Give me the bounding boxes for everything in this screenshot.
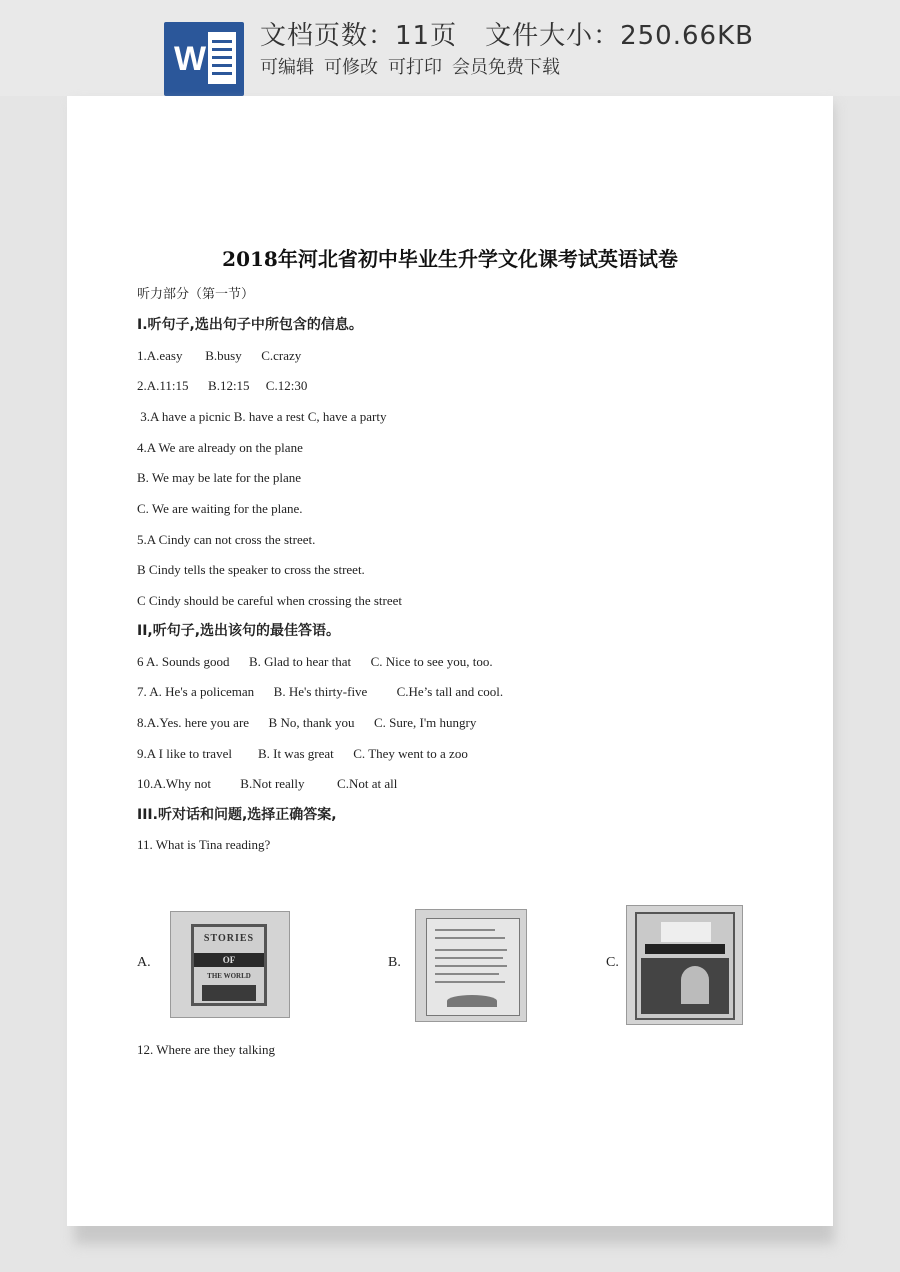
section-heading: 听力部分（第一节） [137, 287, 255, 302]
document-page [67, 96, 833, 1226]
part3-heading: III.听对话和问题,选择正确答案, [137, 807, 337, 823]
part1-heading: I.听句子,选出句子中所包含的信息。 [137, 317, 363, 333]
question-3: 3.A have a picnic B. have a rest C, have a party [137, 409, 387, 424]
option-b-label: B. [388, 955, 401, 970]
question-1: 1.A.easy B.busy C.crazy [137, 348, 302, 363]
book-cover-image-a [170, 911, 290, 1018]
question-7: 7. A. He's a policeman B. He's thirty-five C.He’s tall and cool. [137, 684, 504, 699]
question-4-option-a: 4.A We are already on the plane [137, 440, 303, 455]
book-title-line3: THE WORLD [207, 972, 251, 980]
feature-editable: 可编辑 [260, 57, 314, 78]
feature-list [260, 56, 570, 80]
download-banner [0, 0, 900, 96]
feature-printable: 可打印 [388, 57, 442, 78]
question-10: 10.A.Why not B.Not really C.Not at all [137, 776, 398, 791]
question-5-option-a: 5.A Cindy can not cross the street. [137, 532, 316, 547]
question-2: 2.A.11:15 B.12:15 C.12:30 [137, 378, 308, 393]
question-9: 9.A I like to travel B. It was great C. They went to a zoo [137, 746, 468, 761]
scroll-page-image-b [415, 909, 527, 1022]
option-a-label: A. [137, 955, 151, 970]
question-5-option-b: B Cindy tells the speaker to cross the street. [137, 562, 365, 577]
question-12: 12. Where are they talking [137, 1042, 276, 1057]
question-4-option-b: B. We may be late for the plane [137, 470, 302, 485]
file-size: 文件大小：250.66KB [485, 21, 754, 51]
document-meta [260, 18, 754, 54]
document-title: 2018年河北省初中毕业生升学文化课考试英语试卷 [222, 247, 678, 271]
page-count: 文档页数：11页 [260, 21, 458, 51]
feature-modifiable: 可修改 [324, 57, 378, 78]
word-logo-letter: W [173, 40, 207, 78]
book-title-line2: OF [194, 953, 264, 967]
book-title-line1: STORIES [203, 933, 255, 944]
part2-heading: II,听句子,选出该句的最佳答语。 [137, 623, 341, 639]
poster-image-c [626, 905, 743, 1025]
question-11: 11. What is Tina reading? [137, 837, 271, 852]
word-document-icon [164, 22, 244, 96]
feature-member-download: 会员免费下载 [452, 57, 560, 78]
option-c-label: C. [606, 955, 619, 970]
question-8: 8.A.Yes. here you are B No, thank you C. Sure, I'm hungry [137, 715, 477, 730]
question-6: 6 A. Sounds good B. Glad to hear that C. Nice to see you, too. [137, 654, 493, 669]
question-5-option-c: C Cindy should be careful when crossing the street [137, 593, 402, 608]
question-4-option-c: C. We are waiting for the plane. [137, 501, 303, 516]
